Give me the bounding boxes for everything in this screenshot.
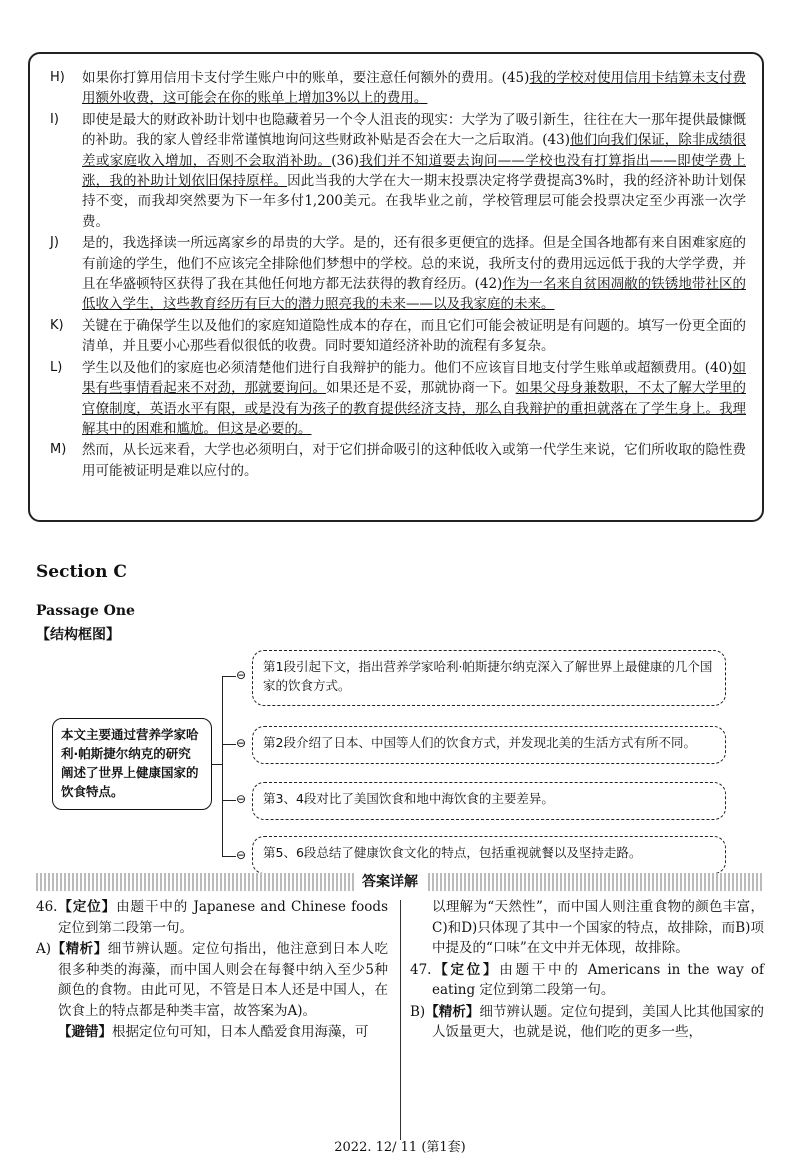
connector-line bbox=[212, 764, 222, 765]
locate-text: 由题干中的 Americans in the way of eating 定位到第二段第一句。 bbox=[432, 961, 764, 998]
connector-line bbox=[222, 856, 236, 857]
arrow-icon: ⊖ bbox=[236, 736, 247, 750]
arrow-icon: ⊖ bbox=[236, 848, 247, 862]
text-segment: 是的，我选择读一所远离家乡的昂贵的大学。是的，还有很多更便宜的选择。但是全国各地都有来自困难家庭的有前途的学生，他们不应该完全排除他们梦想中的学校。总的来说，我所支付的费用远远低于我的大学学费，并且在华盛顿特区获得了我在其他任何地方都无法获得的教育经历。(42) bbox=[82, 235, 746, 293]
connector-spine bbox=[222, 676, 223, 856]
underlined-text: 作为一名来自贫困凋敝的铁锈地带社区的低收入学生，这些教育经历有巨大的潜力照亮我的未来——以及我家庭的未来。 bbox=[82, 276, 746, 313]
paragraph-label: J) bbox=[50, 235, 59, 251]
locate-tag: 【定位】 bbox=[431, 961, 500, 978]
page-footer: 2022. 12/ 11 (第1套) bbox=[334, 1140, 466, 1155]
answer-section-banner bbox=[36, 873, 764, 891]
text-segment: 如果还是不妥，那就协商一下。 bbox=[325, 380, 516, 397]
section-title: Section C bbox=[36, 562, 127, 582]
analysis-tag: 【精析】 bbox=[51, 941, 108, 957]
underlined-text: 如果有些事情看起来不对劲，那就要询问。 bbox=[82, 359, 747, 397]
paragraph-label: M) bbox=[50, 442, 67, 458]
paragraph-label: I) bbox=[50, 111, 59, 127]
text-segment: 学生以及他们的家庭也必须清楚他们进行自我辩护的能力。他们不应该盲目地支付学生账单或超额费用。(40) bbox=[82, 359, 733, 376]
answer-title: 答案详解 bbox=[354, 871, 426, 891]
underlined-text: 我的学校对使用信用卡结算未支付费用额外收费，这可能会在你的账单上增加3%以上的费用。 bbox=[82, 70, 746, 107]
question-number: 46. bbox=[36, 899, 58, 915]
structure-diagram-label: 【结构框图】 bbox=[36, 627, 120, 643]
avoid-text: 根据定位句可知，日本人酷爱食用海藻，可 bbox=[112, 1024, 369, 1040]
arrow-icon: ⊖ bbox=[236, 792, 247, 806]
analysis-text: 细节辨认题。定位句指出，他注意到日本人吃很多种类的海藻，而中国人则会在每餐中纳入至少5种颜色的食物。由此可见，不管是日本人还是中国人，在饮食上的特点都是种类丰富，故答案为A)。 bbox=[58, 941, 389, 1019]
connector-line bbox=[222, 676, 236, 677]
paragraph-text bbox=[82, 233, 746, 315]
underlined-text: 我们并不知道要去询问——学校也没有打算指出——即使学费上涨，我的补助计划依旧保持原样。 bbox=[82, 152, 747, 190]
passage-title: Passage One bbox=[36, 603, 135, 619]
paragraph-label: L) bbox=[50, 359, 63, 375]
paragraph-text bbox=[82, 110, 746, 232]
text-segment: 如果你打算用信用卡支付学生账户中的账单，要注意任何额外的费用。(45) bbox=[82, 70, 530, 86]
main-summary-box: 本文主要通过营养学家哈利·帕斯捷尔纳克的研究阐述了世界上健康国家的饮食特点。 bbox=[52, 718, 212, 810]
answer-left-column bbox=[36, 897, 388, 1044]
branch-box-3: 第3、4段对比了美国饮食和地中海饮食的主要差异。 bbox=[252, 782, 726, 820]
answer-right-column bbox=[410, 897, 764, 1044]
text-segment: 然而，从长远来看，大学也必须明白，对于它们拼命吸引的这种低收入或第一代学生来说，它们所收取的隐性费用可能被证明是难以应付的。 bbox=[82, 442, 746, 479]
underlined-text: 如果父母身兼数职，不太了解大学里的官僚制度，英语水平有限，或是没有为孩子的教育提供经济支持，那么自我辩护的重担就落在了学生身上。我理解其中的困难和尴尬。但这是必要的。 bbox=[82, 380, 747, 437]
paragraph-text bbox=[82, 316, 746, 357]
column-divider bbox=[400, 900, 401, 1140]
article-paragraph-box bbox=[28, 52, 764, 522]
locate-text: 由题干中的 Japanese and Chinese foods 定位到第二段第一句。 bbox=[58, 899, 388, 936]
paragraph-k bbox=[50, 316, 746, 357]
paragraph-text bbox=[82, 68, 746, 109]
question-number: 47. bbox=[410, 961, 432, 978]
text-segment: (36) bbox=[331, 152, 359, 169]
paragraph-label: K) bbox=[50, 317, 64, 333]
locate-tag: 【定位】 bbox=[57, 899, 117, 915]
analysis-text: 细节辨认题。定位句提到，美国人比其他国家的人饭量更大，也就是说，他们吃的更多一些， bbox=[432, 1003, 765, 1040]
branch-box-1: 第1段引起下文，指出营养学家哈利·帕斯捷尔纳克深入了解世界上最健康的几个国家的饮食方式。 bbox=[252, 650, 726, 706]
paragraph-m bbox=[50, 440, 746, 481]
connector-line bbox=[222, 744, 236, 745]
paragraph-j bbox=[50, 233, 746, 315]
paragraph-text bbox=[82, 358, 746, 440]
continued-text: 以理解为“天然性”，而中国人则注重食物的颜色丰富，C)和D)只体现了其中一个国家的特点，故排除，而B)项中提及的“口味”在文中并无体现，故排除。 bbox=[432, 899, 764, 956]
avoid-tag: 【避错】 bbox=[58, 1024, 112, 1040]
arrow-icon: ⊖ bbox=[236, 668, 247, 682]
paragraph-l bbox=[50, 358, 746, 440]
text-segment: 因此当我的大学在大一期末投票决定将学费提高3%时，我的经济补助计划保持不变，而我却突然要为下一年多付1,200美元。在我毕业之前，学校管理层可能会投票决定至少再涨一次学费。 bbox=[82, 173, 746, 230]
branch-box-4: 第5、6段总结了健康饮食文化的特点，包括重视就餐以及坚持走路。 bbox=[252, 836, 726, 874]
analysis-tag: 【精析】 bbox=[425, 1003, 480, 1020]
underlined-text: 他们向我们保证，除非成绩很差或家庭收入增加，否则不会取消补助。 bbox=[82, 132, 746, 169]
text-segment: 即使是最大的财政补助计划中也隐藏着另一个令人沮丧的现实：大学为了吸引新生，往往在大一那年提供最慷慨的补助。我的家人曾经非常谨慎地询问这些财政补贴是否会在大一之后取消。(43) bbox=[82, 111, 746, 149]
text-segment: 关键在于确保学生以及他们的家庭知道隐性成本的存在，而且它们可能会被证明是有问题的。填写一份更全面的清单，并且要小心那些看似很低的收费。同时要知道经济补助的流程有多复杂。 bbox=[82, 317, 746, 355]
branch-box-2: 第2段介绍了日本、中国等人们的饮食方式，并发现北美的生活方式有所不同。 bbox=[252, 726, 726, 764]
paragraph-i bbox=[50, 110, 746, 232]
answer-option: B) bbox=[410, 1003, 426, 1020]
paragraph-h bbox=[50, 68, 746, 109]
paragraph-label: H) bbox=[50, 70, 65, 85]
paragraph-text bbox=[82, 440, 746, 481]
answer-option: A) bbox=[36, 941, 52, 957]
connector-line bbox=[222, 800, 236, 801]
